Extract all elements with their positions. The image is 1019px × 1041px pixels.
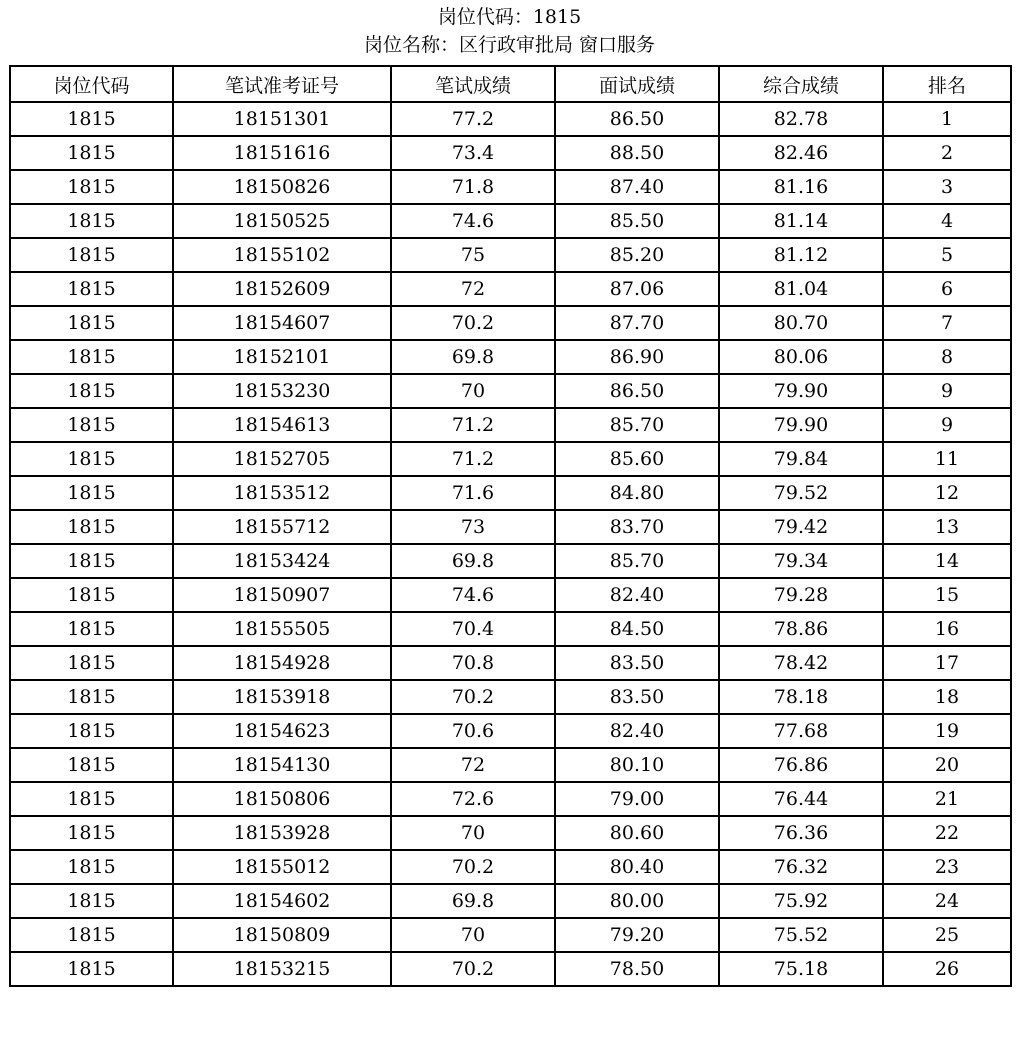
written-score-cell: 71.2	[391, 442, 555, 476]
interview-score-cell: 80.10	[555, 748, 719, 782]
table-row	[10, 442, 1011, 476]
table-row	[10, 816, 1011, 850]
column-header-admission-number: 笔试准考证号	[173, 66, 391, 102]
admission-number-cell: 18154613	[173, 408, 391, 442]
admission-number-cell: 18154623	[173, 714, 391, 748]
rank-cell: 5	[883, 238, 1011, 272]
rank-cell: 19	[883, 714, 1011, 748]
rank-cell: 3	[883, 170, 1011, 204]
table-row	[10, 952, 1011, 986]
total-score-cell: 81.14	[719, 204, 883, 238]
admission-number-cell: 18155712	[173, 510, 391, 544]
position-code-cell: 1815	[10, 510, 173, 544]
interview-score-cell: 88.50	[555, 136, 719, 170]
position-code-cell: 1815	[10, 170, 173, 204]
position-code-cell: 1815	[10, 136, 173, 170]
interview-score-cell: 85.70	[555, 544, 719, 578]
total-score-cell: 77.68	[719, 714, 883, 748]
table-header-row	[10, 66, 1011, 102]
total-score-cell: 82.46	[719, 136, 883, 170]
interview-score-cell: 80.60	[555, 816, 719, 850]
table-row	[10, 612, 1011, 646]
table-row	[10, 170, 1011, 204]
admission-number-cell: 18150525	[173, 204, 391, 238]
interview-score-cell: 85.60	[555, 442, 719, 476]
position-code-cell: 1815	[10, 442, 173, 476]
table-row	[10, 748, 1011, 782]
position-code-cell: 1815	[10, 476, 173, 510]
column-header-rank: 排名	[883, 66, 1011, 102]
interview-score-cell: 87.40	[555, 170, 719, 204]
admission-number-cell: 18155505	[173, 612, 391, 646]
total-score-cell: 76.44	[719, 782, 883, 816]
position-code-cell: 1815	[10, 408, 173, 442]
rank-cell: 26	[883, 952, 1011, 986]
table-row	[10, 408, 1011, 442]
rank-cell: 7	[883, 306, 1011, 340]
admission-number-cell: 18153512	[173, 476, 391, 510]
total-score-cell: 76.36	[719, 816, 883, 850]
table-row	[10, 680, 1011, 714]
admission-number-cell: 18155012	[173, 850, 391, 884]
total-score-cell: 79.42	[719, 510, 883, 544]
table-row	[10, 238, 1011, 272]
admission-number-cell: 18152705	[173, 442, 391, 476]
rank-cell: 23	[883, 850, 1011, 884]
total-score-cell: 79.84	[719, 442, 883, 476]
position-code-cell: 1815	[10, 238, 173, 272]
table-row	[10, 136, 1011, 170]
total-score-cell: 78.18	[719, 680, 883, 714]
interview-score-cell: 86.50	[555, 374, 719, 408]
interview-score-cell: 83.70	[555, 510, 719, 544]
column-header-written-score: 笔试成绩	[391, 66, 555, 102]
table-row	[10, 850, 1011, 884]
interview-score-cell: 82.40	[555, 578, 719, 612]
written-score-cell: 69.8	[391, 340, 555, 374]
position-code-cell: 1815	[10, 204, 173, 238]
written-score-cell: 70.2	[391, 306, 555, 340]
interview-score-cell: 86.90	[555, 340, 719, 374]
written-score-cell: 73	[391, 510, 555, 544]
position-code-cell: 1815	[10, 306, 173, 340]
written-score-cell: 70	[391, 918, 555, 952]
position-code-cell: 1815	[10, 544, 173, 578]
interview-score-cell: 86.50	[555, 102, 719, 136]
admission-number-cell: 18153424	[173, 544, 391, 578]
written-score-cell: 71.8	[391, 170, 555, 204]
table-row	[10, 918, 1011, 952]
position-code-cell: 1815	[10, 374, 173, 408]
rank-cell: 13	[883, 510, 1011, 544]
admission-number-cell: 18154602	[173, 884, 391, 918]
interview-score-cell: 79.00	[555, 782, 719, 816]
admission-number-cell: 18155102	[173, 238, 391, 272]
table-row	[10, 476, 1011, 510]
score-table	[9, 65, 1012, 987]
admission-number-cell: 18153928	[173, 816, 391, 850]
written-score-cell: 70.6	[391, 714, 555, 748]
interview-score-cell: 84.50	[555, 612, 719, 646]
table-row	[10, 102, 1011, 136]
table-row	[10, 782, 1011, 816]
table-row	[10, 510, 1011, 544]
table-row	[10, 714, 1011, 748]
position-code-cell: 1815	[10, 272, 173, 306]
written-score-cell: 70.2	[391, 850, 555, 884]
total-score-cell: 81.12	[719, 238, 883, 272]
total-score-cell: 76.86	[719, 748, 883, 782]
column-header-position-code: 岗位代码	[10, 66, 173, 102]
total-score-cell: 80.70	[719, 306, 883, 340]
table-row	[10, 884, 1011, 918]
admission-number-cell: 18154928	[173, 646, 391, 680]
written-score-cell: 69.8	[391, 544, 555, 578]
admission-number-cell: 18152101	[173, 340, 391, 374]
rank-cell: 9	[883, 374, 1011, 408]
written-score-cell: 71.6	[391, 476, 555, 510]
table-row	[10, 578, 1011, 612]
admission-number-cell: 18151301	[173, 102, 391, 136]
interview-score-cell: 85.70	[555, 408, 719, 442]
rank-cell: 1	[883, 102, 1011, 136]
interview-score-cell: 78.50	[555, 952, 719, 986]
admission-number-cell: 18152609	[173, 272, 391, 306]
admission-number-cell: 18154130	[173, 748, 391, 782]
position-code-cell: 1815	[10, 850, 173, 884]
admission-number-cell: 18150806	[173, 782, 391, 816]
rank-cell: 18	[883, 680, 1011, 714]
table-row	[10, 306, 1011, 340]
total-score-cell: 78.86	[719, 612, 883, 646]
interview-score-cell: 87.06	[555, 272, 719, 306]
rank-cell: 8	[883, 340, 1011, 374]
written-score-cell: 70	[391, 374, 555, 408]
admission-number-cell: 18150907	[173, 578, 391, 612]
rank-cell: 22	[883, 816, 1011, 850]
interview-score-cell: 79.20	[555, 918, 719, 952]
rank-cell: 6	[883, 272, 1011, 306]
column-header-total-score: 综合成绩	[719, 66, 883, 102]
position-code-cell: 1815	[10, 646, 173, 680]
written-score-cell: 74.6	[391, 204, 555, 238]
total-score-cell: 81.04	[719, 272, 883, 306]
admission-number-cell: 18151616	[173, 136, 391, 170]
written-score-cell: 73.4	[391, 136, 555, 170]
written-score-cell: 72	[391, 748, 555, 782]
interview-score-cell: 87.70	[555, 306, 719, 340]
rank-cell: 20	[883, 748, 1011, 782]
total-score-cell: 79.52	[719, 476, 883, 510]
table-row	[10, 272, 1011, 306]
position-code-cell: 1815	[10, 102, 173, 136]
admission-number-cell: 18150826	[173, 170, 391, 204]
interview-score-cell: 80.40	[555, 850, 719, 884]
position-code-cell: 1815	[10, 782, 173, 816]
written-score-cell: 74.6	[391, 578, 555, 612]
written-score-cell: 70.2	[391, 952, 555, 986]
table-body	[10, 102, 1011, 986]
written-score-cell: 69.8	[391, 884, 555, 918]
interview-score-cell: 85.20	[555, 238, 719, 272]
interview-score-cell: 82.40	[555, 714, 719, 748]
table-row	[10, 646, 1011, 680]
position-code-cell: 1815	[10, 816, 173, 850]
total-score-cell: 75.92	[719, 884, 883, 918]
rank-cell: 17	[883, 646, 1011, 680]
total-score-cell: 82.78	[719, 102, 883, 136]
position-code-cell: 1815	[10, 340, 173, 374]
written-score-cell: 75	[391, 238, 555, 272]
total-score-cell: 79.90	[719, 374, 883, 408]
rank-cell: 21	[883, 782, 1011, 816]
rank-cell: 15	[883, 578, 1011, 612]
admission-number-cell: 18153215	[173, 952, 391, 986]
position-code-title: 岗位代码：1815	[437, 6, 582, 28]
total-score-cell: 75.52	[719, 918, 883, 952]
position-code-cell: 1815	[10, 748, 173, 782]
column-header-interview-score: 面试成绩	[555, 66, 719, 102]
written-score-cell: 71.2	[391, 408, 555, 442]
admission-number-cell: 18154607	[173, 306, 391, 340]
interview-score-cell: 83.50	[555, 680, 719, 714]
position-code-cell: 1815	[10, 578, 173, 612]
position-code-cell: 1815	[10, 884, 173, 918]
total-score-cell: 80.06	[719, 340, 883, 374]
interview-score-cell: 83.50	[555, 646, 719, 680]
total-score-cell: 78.42	[719, 646, 883, 680]
table-row	[10, 544, 1011, 578]
admission-number-cell: 18153230	[173, 374, 391, 408]
total-score-cell: 75.18	[719, 952, 883, 986]
written-score-cell: 70.4	[391, 612, 555, 646]
written-score-cell: 70.2	[391, 680, 555, 714]
admission-number-cell: 18150809	[173, 918, 391, 952]
written-score-cell: 72.6	[391, 782, 555, 816]
rank-cell: 16	[883, 612, 1011, 646]
rank-cell: 12	[883, 476, 1011, 510]
total-score-cell: 79.90	[719, 408, 883, 442]
interview-score-cell: 84.80	[555, 476, 719, 510]
position-code-cell: 1815	[10, 952, 173, 986]
position-code-cell: 1815	[10, 918, 173, 952]
admission-number-cell: 18153918	[173, 680, 391, 714]
table-row	[10, 374, 1011, 408]
total-score-cell: 81.16	[719, 170, 883, 204]
total-score-cell: 79.34	[719, 544, 883, 578]
rank-cell: 24	[883, 884, 1011, 918]
written-score-cell: 70	[391, 816, 555, 850]
written-score-cell: 77.2	[391, 102, 555, 136]
position-code-cell: 1815	[10, 612, 173, 646]
interview-score-cell: 80.00	[555, 884, 719, 918]
rank-cell: 14	[883, 544, 1011, 578]
written-score-cell: 72	[391, 272, 555, 306]
rank-cell: 11	[883, 442, 1011, 476]
position-code-cell: 1815	[10, 680, 173, 714]
position-code-cell: 1815	[10, 714, 173, 748]
total-score-cell: 76.32	[719, 850, 883, 884]
rank-cell: 9	[883, 408, 1011, 442]
written-score-cell: 70.8	[391, 646, 555, 680]
rank-cell: 25	[883, 918, 1011, 952]
table-row	[10, 204, 1011, 238]
table-row	[10, 340, 1011, 374]
interview-score-cell: 85.50	[555, 204, 719, 238]
total-score-cell: 79.28	[719, 578, 883, 612]
rank-cell: 4	[883, 204, 1011, 238]
rank-cell: 2	[883, 136, 1011, 170]
position-name-title: 岗位名称：区行政审批局 窗口服务	[363, 34, 656, 56]
